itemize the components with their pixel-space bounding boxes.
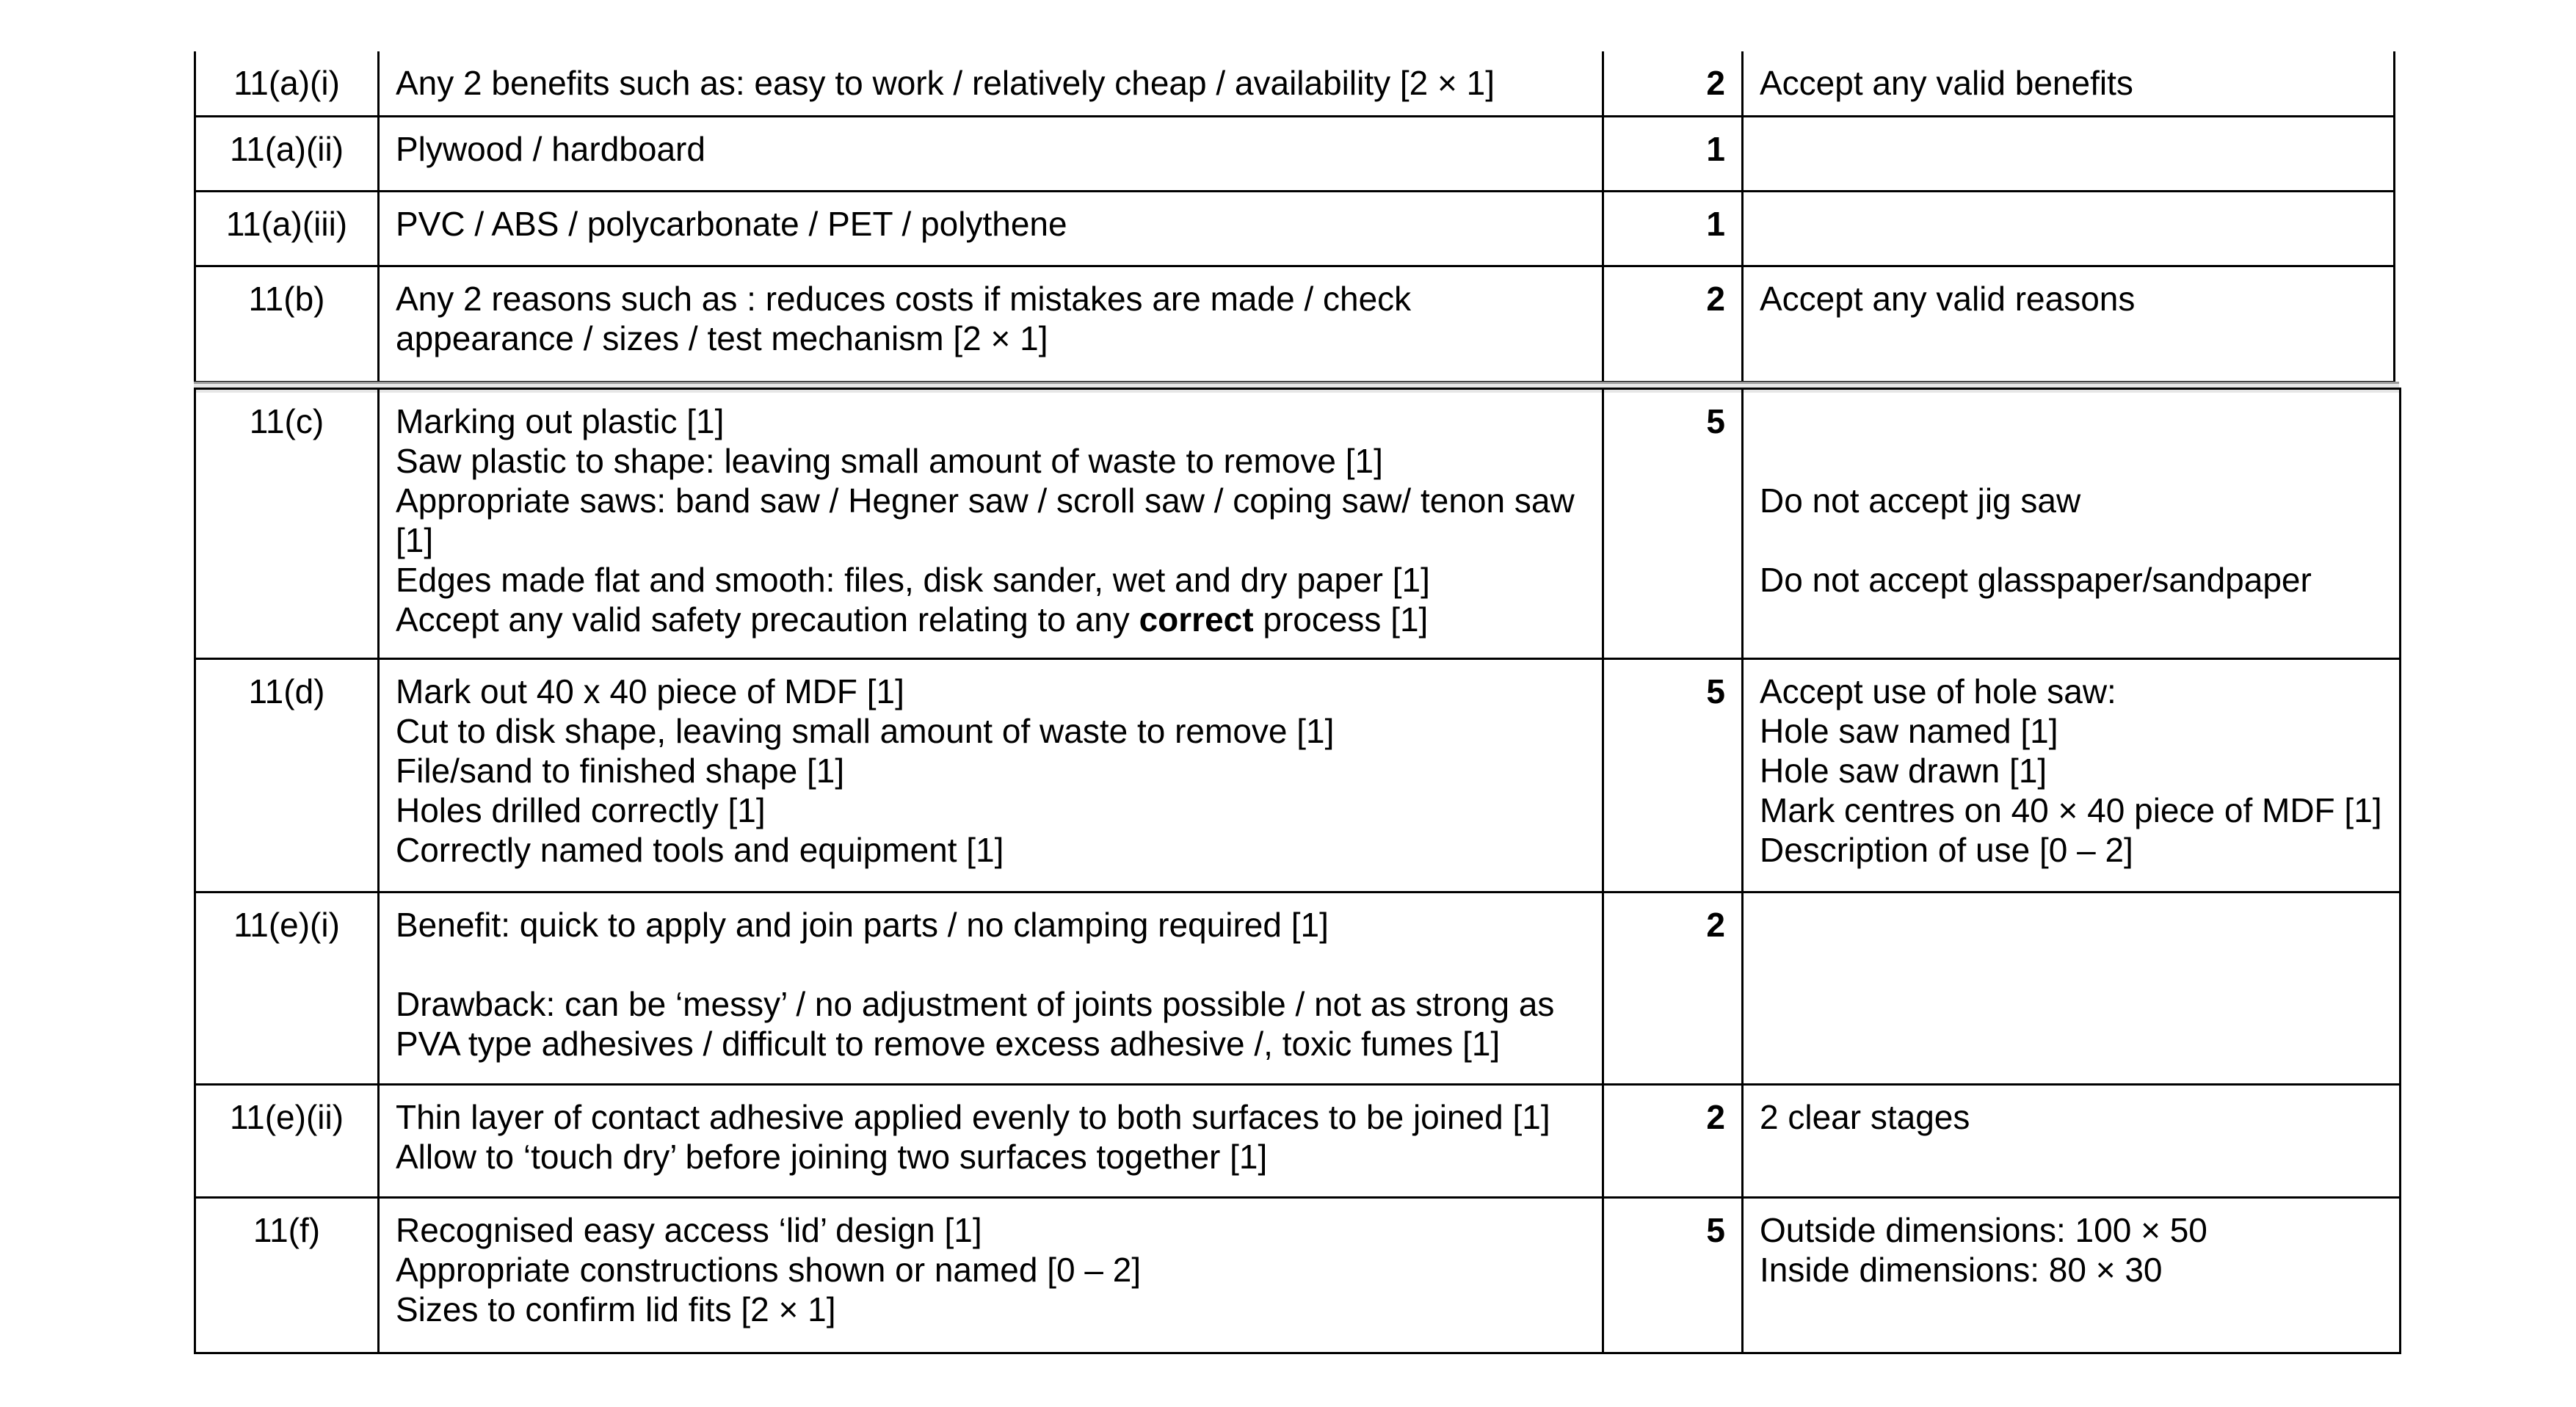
question-cell: 11(a)(i) [195,51,379,116]
guidance-line [1760,520,2383,560]
table-row [195,266,2395,382]
answer-cell [379,116,1603,191]
guidance-cell [1743,1085,2401,1198]
answer-line: Saw plastic to shape: leaving small amount of waste to remove [1] [396,442,1383,480]
question-cell: 11(a)(iii) [195,191,379,266]
answer-text: Accept any valid safety precaution relating to any [396,600,1139,639]
guidance-line: Inside dimensions: 80 × 30 [1760,1251,2163,1289]
guidance-line: Do not accept glasspaper/sandpaper [1760,561,2312,599]
answer-line: Allow to ‘touch dry’ before joining two surfaces together [1] [396,1138,1268,1176]
guidance-cell [1743,1198,2401,1353]
answer-cell [379,51,1603,116]
answer-line: Thin layer of contact adhesive applied evenly to both surfaces to be joined [1] [396,1098,1550,1136]
answer-line: appearance / sizes / test mechanism [2 × 1] [396,319,1048,357]
guidance-line: Accept any valid reasons [1760,279,2136,318]
answer-line: Any 2 benefits such as: easy to work / relatively cheap / availability [2 × 1] [396,64,1495,102]
mark-scheme-table-upper [194,51,2395,383]
answer-cell [379,659,1603,892]
emphasis-text: correct [1139,600,1254,639]
answer-line: Edges made flat and smooth: files, disk sander, wet and dry paper [1] [396,561,1430,599]
guidance-cell [1743,892,2401,1085]
guidance-line [1760,441,2383,481]
marks-cell: 5 [1603,1198,1743,1353]
answer-line: PVC / ABS / polycarbonate / PET / polythene [396,204,1067,243]
question-cell: 11(d) [195,659,379,892]
table-row [195,659,2401,892]
answer-line: Appropriate saws: band saw / Hegner saw / scroll saw / coping saw/ tenon saw [396,481,1575,520]
answer-line: Recognised easy access ‘lid’ design [1] [396,1211,982,1249]
table-row [195,191,2395,266]
table-row [195,51,2395,116]
table-row [195,892,2401,1085]
guidance-line: Description of use [0 – 2] [1760,831,2133,869]
answer-text: process [1] [1253,600,1429,639]
marks-cell: 2 [1603,892,1743,1085]
marks-cell: 2 [1603,266,1743,382]
answer-line: Correctly named tools and equipment [1] [396,831,1004,869]
table-row [195,116,2395,191]
guidance-cell [1743,266,2395,382]
mark-scheme-table-lower [194,388,2401,1354]
guidance-line: Accept use of hole saw: [1760,672,2116,710]
marks-cell: 5 [1603,389,1743,659]
answer-line: Plywood / hardboard [396,129,705,168]
answer-line: Cut to disk shape, leaving small amount of waste to remove [1] [396,712,1335,750]
answer-line [396,600,1586,639]
guidance-line: 2 clear stages [1760,1098,1970,1136]
guidance-cell [1743,659,2401,892]
question-cell: 11(e)(i) [195,892,379,1085]
answer-line: Drawback: can be ‘messy’ / no adjustment of joints possible / not as strong as [396,985,1555,1023]
answer-line: [1] [396,521,434,559]
table-row [195,1198,2401,1353]
answer-line: File/sand to finished shape [1] [396,752,845,790]
answer-cell [379,389,1603,659]
answer-line: Appropriate constructions shown or named [0 – 2] [396,1251,1142,1289]
answer-line: PVA type adhesives / difficult to remove excess adhesive /, toxic fumes [1] [396,1025,1501,1063]
answer-cell [379,892,1603,1085]
question-cell: 11(a)(ii) [195,116,379,191]
marks-cell: 2 [1603,51,1743,116]
table-row [195,389,2401,659]
guidance-cell [1743,389,2401,659]
answer-line: Benefit: quick to apply and join parts / no clamping required [1] [396,906,1329,944]
marks-cell: 1 [1603,116,1743,191]
guidance-line: Hole saw named [1] [1760,712,2058,750]
answer-line: Marking out plastic [1] [396,402,725,440]
question-cell: 11(e)(ii) [195,1085,379,1198]
answer-line: Sizes to confirm lid fits [2 × 1] [396,1290,836,1328]
guidance-line: Outside dimensions: 100 × 50 [1760,1211,2207,1249]
guidance-line [1760,401,2383,441]
guidance-line: Accept any valid benefits [1760,64,2133,102]
question-cell: 11(b) [195,266,379,382]
guidance-line: Mark centres on 40 × 40 piece of MDF [1] [1760,791,2382,829]
marks-cell: 2 [1603,1085,1743,1198]
answer-cell [379,1085,1603,1198]
guidance-cell [1743,191,2395,266]
guidance-line: Hole saw drawn [1] [1760,752,2047,790]
table-row [195,1085,2401,1198]
answer-line [396,945,1586,984]
guidance-cell [1743,116,2395,191]
answer-line: Mark out 40 x 40 piece of MDF [1] [396,672,904,710]
marks-cell: 1 [1603,191,1743,266]
marks-cell: 5 [1603,659,1743,892]
answer-line: Any 2 reasons such as : reduces costs if mistakes are made / check [396,279,1412,318]
question-cell: 11(f) [195,1198,379,1353]
guidance-cell [1743,51,2395,116]
question-cell: 11(c) [195,389,379,659]
answer-line: Holes drilled correctly [1] [396,791,766,829]
answer-cell [379,1198,1603,1353]
answer-cell [379,191,1603,266]
guidance-line: Do not accept jig saw [1760,481,2081,520]
answer-cell [379,266,1603,382]
